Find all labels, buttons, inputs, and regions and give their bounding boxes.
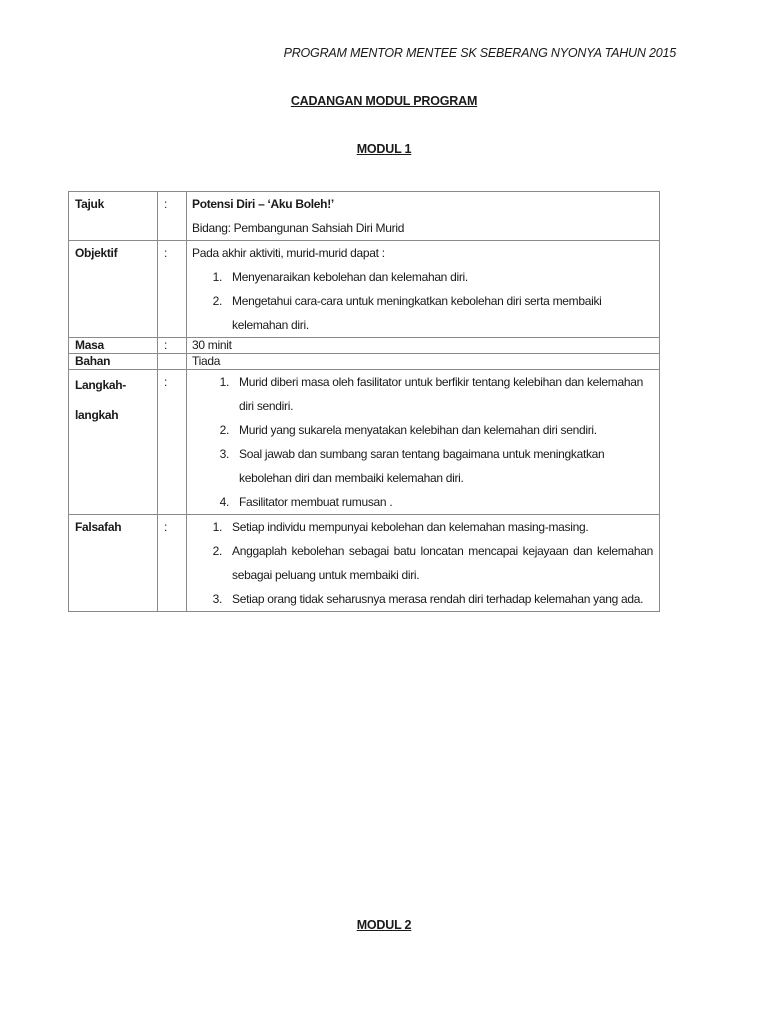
row-bahan xyxy=(69,354,660,370)
colon: : xyxy=(158,338,187,354)
tajuk-title: Potensi Diri – ‘Aku Boleh!’ xyxy=(192,197,334,211)
value-bahan: Tiada xyxy=(187,354,660,370)
value-tajuk xyxy=(187,192,660,241)
modul-2-heading: MODUL 2 xyxy=(356,918,412,932)
colon: : xyxy=(158,241,187,338)
list-item: 2. Mengetahui cara-cara untuk meningkatkan kebolehan diri serta membaiki kelemahan diri. xyxy=(212,294,602,332)
colon-empty xyxy=(158,354,187,370)
value-masa: 30 minit xyxy=(187,338,660,354)
tajuk-bidang: Bidang: Pembangunan Sahsiah Diri Murid xyxy=(192,221,405,235)
falsafah-list xyxy=(192,515,653,611)
list-item: 4. Fasilitator membuat rumusan . xyxy=(219,495,393,509)
value-langkah xyxy=(187,370,660,515)
row-masa xyxy=(69,338,660,354)
modul-1-heading: MODUL 1 xyxy=(356,142,412,156)
langkah-list xyxy=(192,370,653,514)
value-objektif xyxy=(187,241,660,338)
label-tajuk: Tajuk xyxy=(69,192,158,241)
row-falsafah xyxy=(69,515,660,612)
list-item: 1. Murid diberi masa oleh fasilitator untuk berfikir tentang kelebihan dan kelemahan diri sendiri. xyxy=(219,375,643,413)
header-program-title: PROGRAM MENTOR MENTEE SK SEBERANG NYONYA TAHUN 2015 xyxy=(283,46,676,60)
colon: : xyxy=(158,515,187,612)
list-item: 2. Anggaplah kebolehan sebagai batu loncatan mencapai kejayaan dan kelemahan sebagai peluang untuk membaiki diri. xyxy=(212,544,653,582)
colon: : xyxy=(158,192,187,241)
label-bahan: Bahan xyxy=(69,354,158,370)
label-langkah: Langkah-langkah xyxy=(69,370,158,515)
list-item: 1. Setiap individu mempunyai kebolehan dan kelemahan masing-masing. xyxy=(212,520,589,534)
document-title-text: CADANGAN MODUL PROGRAM xyxy=(290,94,478,108)
objektif-list xyxy=(192,265,653,337)
label-masa: Masa xyxy=(69,338,158,354)
value-falsafah xyxy=(187,515,660,612)
colon: : xyxy=(158,370,187,515)
row-langkah xyxy=(69,370,660,515)
list-item: 2. Murid yang sukarela menyatakan kelebihan dan kelemahan diri sendiri. xyxy=(219,423,597,437)
document-title xyxy=(0,94,768,108)
row-tajuk xyxy=(69,192,660,241)
modul-1-table xyxy=(68,191,660,612)
row-objektif xyxy=(69,241,660,338)
label-falsafah: Falsafah xyxy=(69,515,158,612)
list-item: 1. Menyenaraikan kebolehan dan kelemahan diri. xyxy=(212,270,468,284)
list-item: 3. Setiap orang tidak seharusnya merasa rendah diri terhadap kelemahan yang ada. xyxy=(212,592,644,606)
objektif-intro: Pada akhir aktiviti, murid-murid dapat : xyxy=(192,246,385,260)
list-item: 3. Soal jawab dan sumbang saran tentang bagaimana untuk meningkatkan kebolehan diri dan membaiki kelemahan diri. xyxy=(219,447,605,485)
label-objektif: Objektif xyxy=(69,241,158,338)
